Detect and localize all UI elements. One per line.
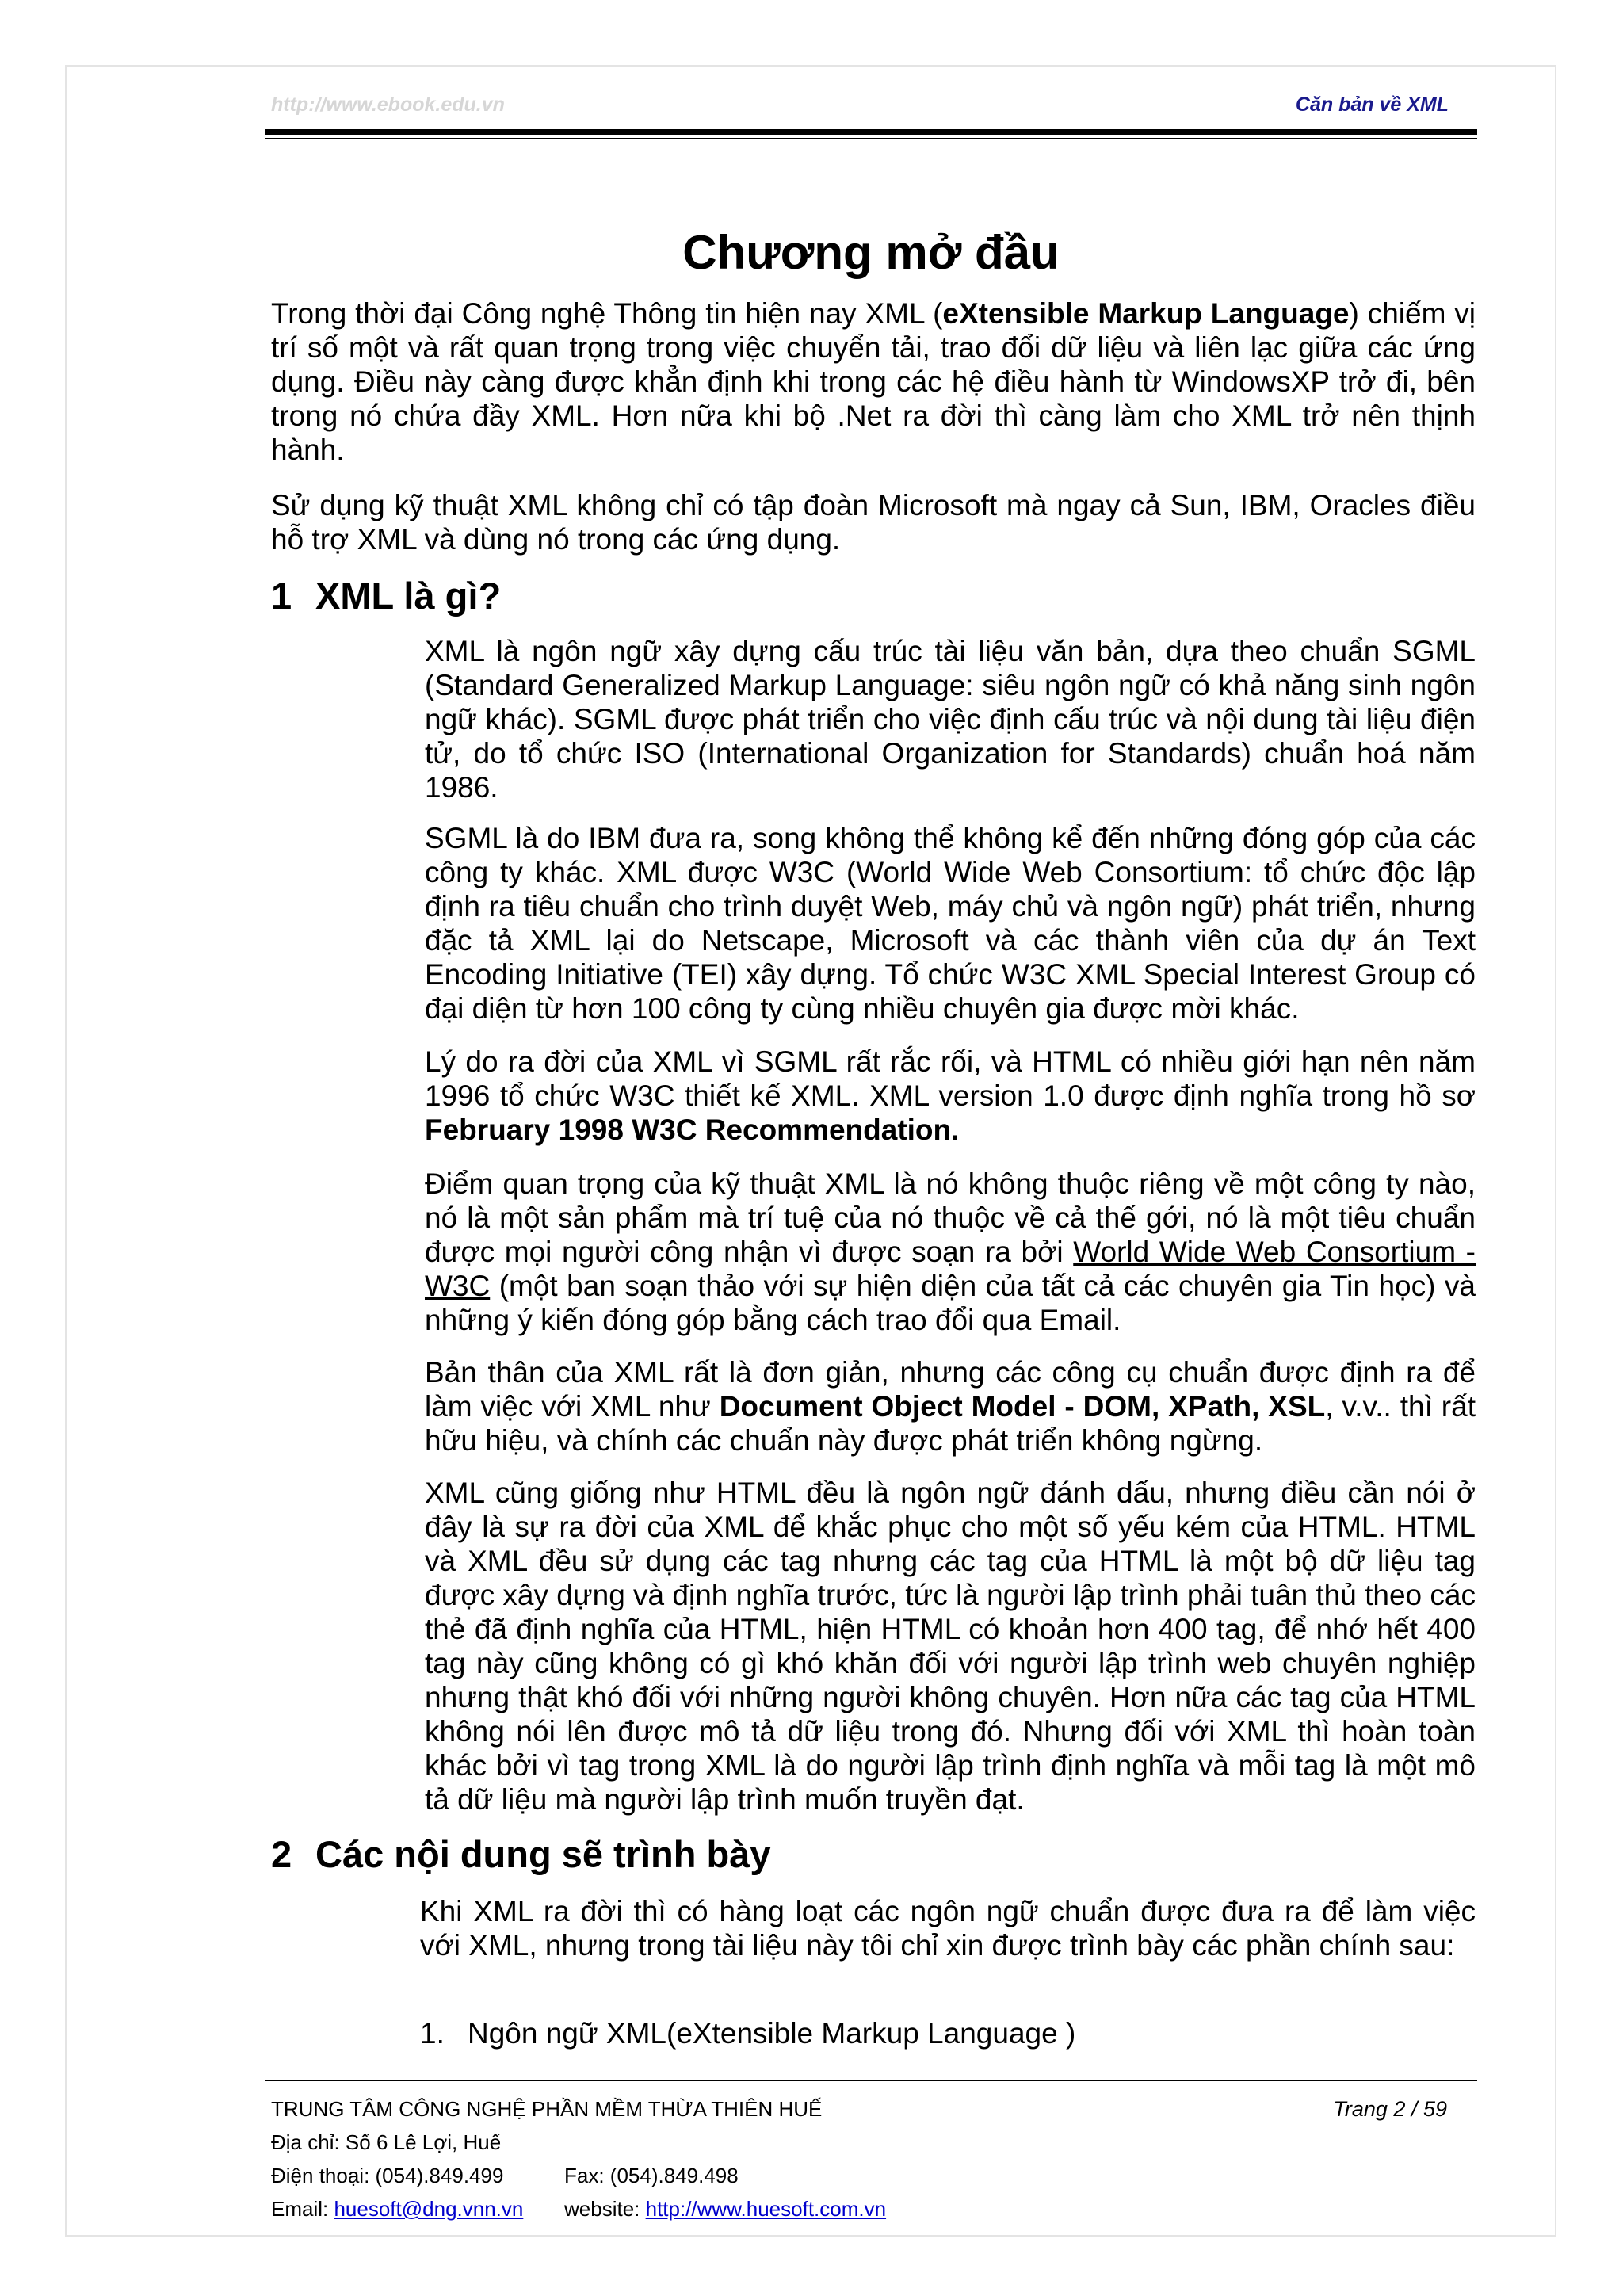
footer-email-row: Email: huesoft@dng.vnn.vn website: http://www.huesoft.com.vn [271, 2197, 887, 2221]
chapter-title: Chương mở đầu [682, 226, 1060, 279]
section-1-number: 1 [271, 575, 292, 617]
footer-rule [265, 2080, 1477, 2081]
list-item-text: Ngôn ngữ XML(eXtensible Markup Language ) [468, 2017, 1076, 2050]
header-title: Căn bản về XML [1295, 94, 1449, 116]
section-2-heading [271, 1832, 771, 1876]
footer-website: website: http://www.huesoft.com.vn [564, 2197, 887, 2221]
section-1-paragraph-2: SGML là do IBM đưa ra, song không thể không kể đến những đóng góp của các công ty khác. XML được W3C (World Wide Web Consortium: tổ chức độc lập định ra tiêu chuẩn cho trình duyệt Web, máy chủ và ngôn ngữ) phát triển, nhưng đặc tả XML lại do Netscape, Microsoft và các thành viên của dự án Text Encoding Initiative (TEI) xây dựng. Tổ chức W3C XML Special Interest Group có đại diện từ hơn 100 công ty cùng nhiều chuyên gia được mời khác. [425, 822, 1476, 1025]
list-item-marker: 1. [420, 2017, 445, 2050]
header-rule-thick [265, 129, 1477, 135]
footer-phone: Điện thoại: (054).849.499 [271, 2164, 504, 2187]
section-1-title: XML là gì? [315, 575, 502, 617]
w3c-link[interactable]: World Wide Web Consortium - W3C [425, 1236, 1476, 1302]
section-1-paragraph-4: Điểm quan trọng của kỹ thuật XML là nó không thuộc riêng về một công ty nào, nó là một sản phẩm mà trí tuệ của nó thuộc về cả thế gới, nó là một tiêu chuẩn được mọi người công nhận vì được soạn ra bởi World Wide Web Consortium - W3C (một ban soạn thảo với sự hiện diện của tất cả các chuyên gia Tin học) và những ý kiến đóng góp bằng cách trao đổi qua Email. [425, 1167, 1476, 1336]
footer-address: Địa chỉ: Số 6 Lê Lợi, Huế [271, 2130, 502, 2154]
section-1-paragraph-5: Bản thân của XML rất là đơn giản, nhưng các công cụ chuẩn được định ra để làm việc với XML như Document Object Model - DOM, XPath, XSL, v.v.. thì rất hữu hiệu, và chính các chuẩn này được phát triển không ngừng. [425, 1356, 1476, 1457]
page-header [271, 94, 1449, 117]
footer-contact-row [271, 2164, 739, 2188]
section-2-title: Các nội dung sẽ trình bày [315, 1833, 771, 1875]
footer-email-link[interactable]: huesoft@dng.vnn.vn [334, 2197, 524, 2221]
section-1-paragraph-1: XML là ngôn ngữ xây dựng cấu trúc tài liệu văn bản, dựa theo chuẩn SGML (Standard Generalized Markup Language: siêu ngôn ngữ có khả năng sinh ngôn ngữ khác). SGML được phát triển cho việc định cấu trúc và nội dung tài liệu điện tử, do tổ chức ISO (International Organization for Standards) chuẩn hoá năm 1986. [425, 635, 1476, 804]
intro-paragraph-1: Trong thời đại Công nghệ Thông tin hiện nay XML (eXtensible Markup Language) chiếm vị trí số một và rất quan trọng trong việc chuyển tải, trao đổi dữ liệu và liên lạc giữa các ứng dụng. Điều này càng được khẳn định khi trong các hệ điều hành từ WindowsXP trở đi, bên trong nó chứa đầy XML. Hơn nữa khi bộ .Net ra đời thì càng làm cho XML trở nên thịnh hành. [271, 297, 1476, 466]
list-item [420, 2017, 1075, 2050]
section-1-paragraph-6: XML cũng giống như HTML đều là ngôn ngữ đánh dấu, nhưng điều cần nói ở đây là sự ra đời của XML để khắc phục cho một số yếu kém của HTML. HTML và XML đều sử dụng các tag nhưng các tag của HTML là một bộ dữ liệu tag được xây dựng và định nghĩa trước, tức là người lập trình phải tuân thủ theo các thẻ đã định nghĩa của HTML, hiện HTML có khoản hơn 400 tag, để nhớ hết 400 tag này cũng không có gì khó khăn đối với người lập trình web chuyên nghiệp nhưng thật khó đối với những người không chuyên. Hơn nữa các tag của HTML không nói lên được mô tả dữ liệu trong đó. Nhưng đối với XML thì hoàn toàn khác bởi vì tag trong XML là do người lập trình định nghĩa và mỗi tag là một mô tả dữ liệu mà người lập trình muốn truyền đạt. [425, 1477, 1476, 1816]
intro-paragraph-2: Sử dụng kỹ thuật XML không chỉ có tập đoàn Microsoft mà ngay cả Sun, IBM, Oracles điều hỗ trợ XML và dùng nó trong các ứng dụng. [271, 489, 1476, 556]
footer-org: TRUNG TÂM CÔNG NGHỆ PHẦN MỀM THỪA THIÊN HUẾ [271, 2097, 823, 2121]
footer-page-number: Trang 2 / 59 [1333, 2097, 1447, 2121]
section-1-heading [271, 574, 501, 617]
header-rule-thin [265, 138, 1477, 139]
section-2-paragraph-1: Khi XML ra đời thì có hàng loạt các ngôn ngữ chuẩn được đưa ra để làm việc với XML, nhưng trong tài liệu này tôi chỉ xin được trình bày các phần chính sau: [420, 1895, 1476, 1962]
header-url[interactable]: http://www.ebook.edu.vn [271, 94, 505, 116]
section-1-paragraph-3: Lý do ra đời của XML vì SGML rất rắc rối, và HTML có nhiều giới hạn nên năm 1996 tổ chức W3C thiết kế XML. XML version 1.0 được định nghĩa trong hồ sơ February 1998 W3C Recommendation. [425, 1045, 1476, 1146]
footer-website-link[interactable]: http://www.huesoft.com.vn [645, 2197, 887, 2221]
section-2-number: 2 [271, 1833, 292, 1875]
footer-fax: Fax: (054).849.498 [564, 2164, 739, 2187]
